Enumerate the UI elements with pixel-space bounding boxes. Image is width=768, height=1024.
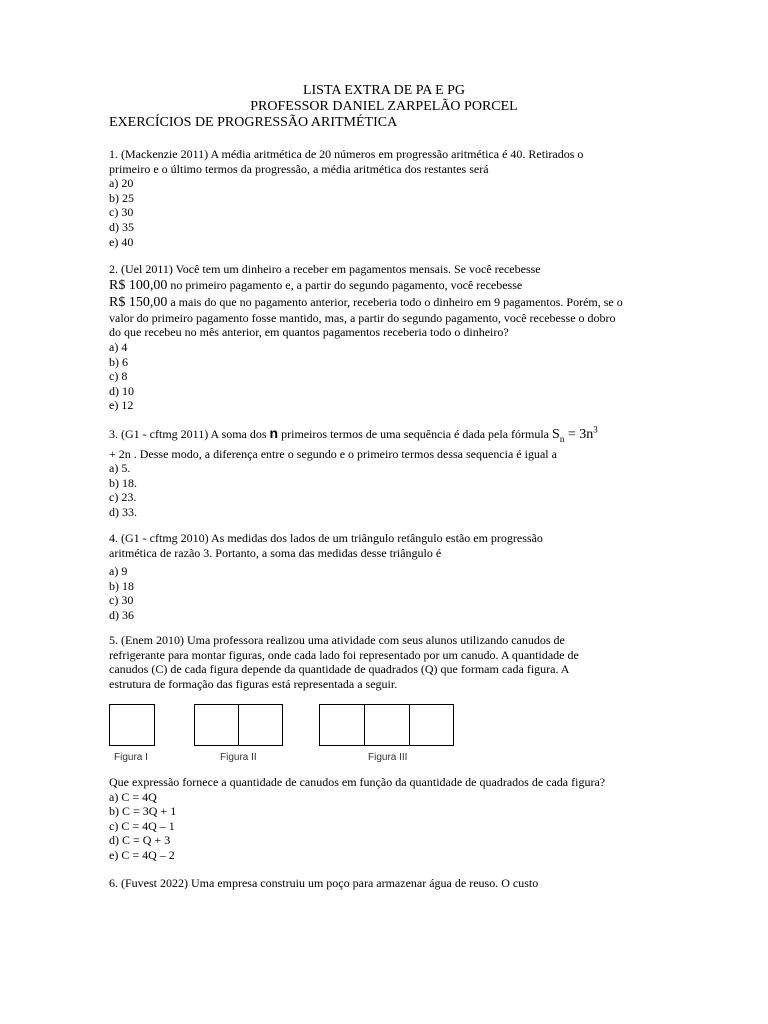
question-5-prompt: [109, 775, 689, 863]
option: b) 18.: [109, 475, 137, 490]
option: c) 23.: [109, 490, 137, 505]
question-2: [109, 262, 674, 413]
question-2-text-line: R$ 100,00 no primeiro pagamento e, a partir do segundo pagamento, você recebesse: [109, 277, 523, 293]
question-3-text-line: 3. (G1 - cftmg 2011) A soma dos n primeiros termos de uma sequência é dada pela fórmula $S_n = 3n^3$: [109, 424, 598, 444]
question-3-options: [109, 461, 679, 519]
question-5-options: [109, 790, 689, 863]
option: d) 33.: [109, 504, 137, 519]
option: a) 20: [109, 176, 134, 191]
option: b) C = 3Q + 1: [109, 804, 177, 819]
question-2-text-line: R$ 150,00 a mais do que no pagamento anterior, receberia todo o dinheiro em 9 pagamentos. Porém, se o: [109, 295, 623, 311]
option: e) 40: [109, 234, 134, 249]
professor-name: PROFESSOR DANIEL ZARPELÃO PORCEL: [250, 99, 518, 114]
formula: $S_n = 3n^3$: [552, 424, 598, 444]
question-3-text-line: + 2n . Desse modo, a diferença entre o segundo e o primeiro termos dessa sequencia é igual a: [109, 446, 557, 461]
section-heading: EXERCÍCIOS DE PROGRESSÃO ARITMÉTICA: [109, 115, 398, 130]
option: c) C = 4Q – 1: [109, 818, 175, 833]
question-2-options: [109, 340, 674, 413]
question-4: [109, 531, 669, 623]
option: b) 18: [109, 578, 134, 593]
question-6-text-line: 6. (Fuvest 2022) Uma empresa construiu um poço para armazenar água de reuso. O custo: [109, 876, 539, 890]
question-3: [109, 426, 679, 520]
option: e) 12: [109, 398, 134, 413]
option: d) 10: [109, 383, 134, 398]
figure-2-label: Figura II: [220, 752, 257, 763]
option: c) 30: [109, 205, 134, 220]
option: a) 5.: [109, 461, 131, 476]
question-2-text-line: valor do primeiro pagamento fosse mantido, mas, a partir do segundo pagamento, você recebesse o dobro: [109, 310, 616, 325]
option: b) 6: [109, 354, 128, 369]
option: d) 35: [109, 219, 134, 234]
question-5-text-line: refrigerante para montar figuras, onde cada lado foi representado por um canudo. A quantidade de: [109, 647, 579, 662]
figure-2-squares: [194, 704, 283, 746]
question-2-text-line: do que recebeu no mês anterior, em quantos pagamentos receberia todo o dinheiro?: [109, 325, 509, 340]
figure-3-squares: [319, 704, 454, 746]
amount-100: R$ 100,00: [109, 277, 168, 293]
question-5-text-line: 5. (Enem 2010) Uma professora realizou uma atividade com seus alunos utilizando canudos de: [109, 633, 565, 647]
figure-1-squares: [109, 704, 155, 746]
option: a) 4: [109, 339, 128, 354]
option: d) 36: [109, 607, 134, 622]
option: e) C = 4Q – 2: [109, 847, 175, 862]
question-4-options: [109, 564, 669, 622]
question-1-text-line: 1. (Mackenzie 2011) A média aritmética de 20 números em progressão aritmética é 40. Retirados o: [109, 147, 584, 161]
question-5-text-line: canudos (C) de cada figura depende da quantidade de quadrados (Q) que formam cada figura. A: [109, 662, 570, 677]
option: a) C = 4Q: [109, 789, 157, 804]
question-1: [109, 147, 669, 249]
question-4-text-line: 4. (G1 - cftmg 2010) As medidas dos lados de um triângulo retângulo estão em progressão: [109, 531, 543, 545]
question-1-text-line: primeiro e o último termos da progressão, a média aritmética dos restantes será: [109, 161, 489, 176]
question-1-options: [109, 176, 669, 249]
figure-1-label: Figura I: [114, 752, 148, 763]
amount-150: R$ 150,00: [109, 295, 168, 311]
question-5-text-line: estrutura de formação das figuras está representada a seguir.: [109, 676, 398, 691]
figure-3-label: Figura III: [368, 752, 408, 763]
option: b) 25: [109, 190, 134, 205]
option: d) C = Q + 3: [109, 833, 171, 848]
list-title: LISTA EXTRA DE PA E PG: [302, 83, 466, 98]
question-5: [109, 633, 669, 691]
option: a) 9: [109, 564, 128, 579]
question-5-question: Que expressão fornece a quantidade de canudos em função da quantidade de quadrados de cada figura?: [109, 775, 606, 789]
question-2-text-line: 2. (Uel 2011) Você tem um dinheiro a receber em pagamentos mensais. Se você recebesse: [109, 262, 541, 276]
option: c) 30: [109, 593, 134, 608]
option: c) 8: [109, 369, 128, 384]
question-6: [109, 876, 669, 891]
question-4-text-line: aritmética de razão 3. Portanto, a soma das medidas desse triângulo é: [109, 545, 442, 560]
